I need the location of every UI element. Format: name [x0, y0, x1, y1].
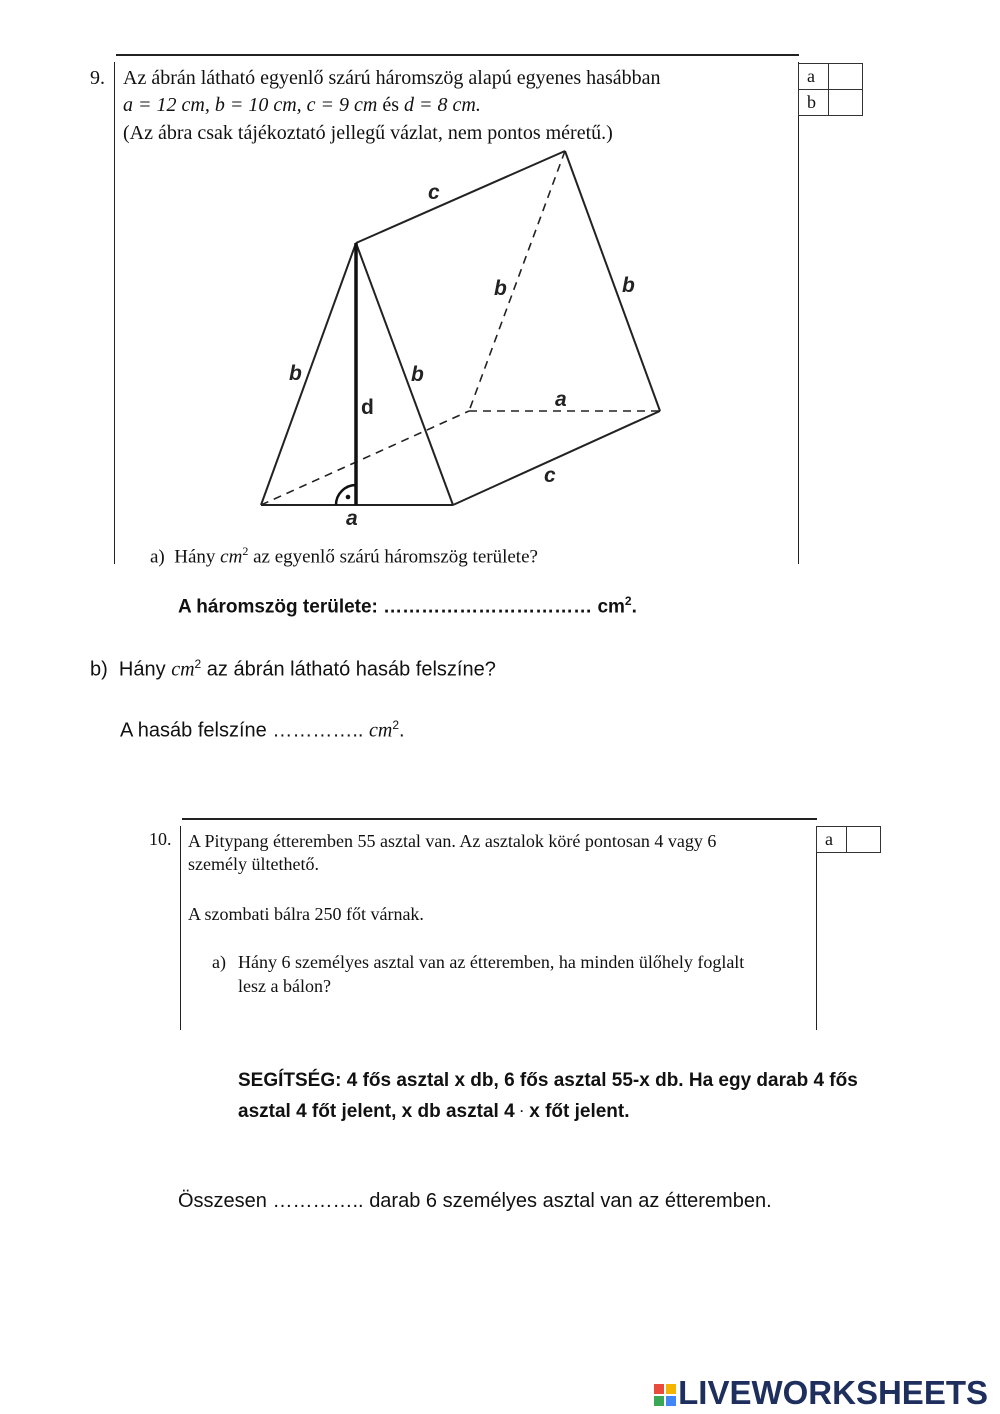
liveworksheets-logo[interactable]: [654, 1374, 988, 1412]
q9-answer-b-label: A hasáb felszíne: [120, 719, 267, 742]
q9-part-b-label: b): [90, 658, 108, 681]
q9-and-word: és: [382, 94, 399, 116]
q9-answer-a-sup: 2: [624, 594, 632, 608]
q9-part-a-label: a): [150, 546, 165, 568]
label-a-dashed: a: [555, 388, 567, 411]
q9-answer-b-unit: cm: [369, 719, 393, 742]
q10-answer: [178, 1190, 772, 1213]
q10-answer-post: darab 6 személyes asztal van az étteremben.: [369, 1190, 772, 1212]
q9-answer-a: [178, 594, 637, 618]
logo-blocks-icon: [654, 1384, 676, 1406]
label-c-top: c: [428, 181, 440, 204]
q10-part-a-label: a): [212, 952, 226, 972]
logo-text: LIVEWORKSHEETS: [678, 1374, 988, 1411]
label-b-left: b: [289, 362, 302, 385]
q10-line2: személy ültethető.: [188, 854, 319, 874]
prism-figure: [240, 140, 680, 540]
q9-part-b-sup: 2: [194, 657, 202, 671]
edge-hidden-back-b: [469, 151, 565, 411]
q9-right-border: [798, 62, 799, 564]
q9-given-values: a = 12 cm, b = 10 cm, c = 9 cm: [123, 94, 378, 116]
label-b-right: b: [622, 274, 635, 297]
q9-score-label-b: b: [799, 90, 829, 116]
right-angle-dot: [346, 495, 351, 500]
q9-answer-b: [120, 718, 405, 743]
q10-line3: A szombati bálra 250 főt várnak.: [188, 904, 424, 924]
q10-hint: [238, 1066, 858, 1127]
q9-part-a-hany: Hány: [174, 546, 216, 568]
q10-score-table: [816, 826, 881, 853]
q10-left-border: [180, 826, 181, 1030]
q9-intro-line1: Az ábrán látható egyenlő szárú háromszög alapú egyenes hasábban: [123, 67, 661, 89]
q9-answer-b-end: .: [399, 719, 405, 742]
q9-part-a-rest: az egyenlő szárú háromszög területe?: [253, 546, 538, 568]
q9-answer-a-unit: cm: [597, 596, 625, 618]
q9-part-a-sup: 2: [242, 544, 249, 558]
q9-intro-line2: [123, 91, 481, 119]
q9-answer-a-end: .: [631, 596, 637, 618]
q9-part-a-question: [150, 538, 538, 570]
q10-number: 10.: [149, 829, 172, 849]
q10-right-border: [816, 826, 817, 1030]
q9-answer-a-blank[interactable]: ……………………………: [383, 596, 593, 618]
edge-front-right-b: [356, 243, 453, 505]
label-b-mid: b: [411, 363, 424, 386]
q10-top-rule: [182, 818, 817, 820]
label-b-dashed: b: [494, 277, 507, 300]
q9-answer-b-blank[interactable]: …………..: [272, 719, 364, 742]
q9-top-rule: [116, 54, 799, 56]
right-angle-mark: [336, 485, 356, 505]
q9-part-b-unit: cm: [171, 658, 195, 681]
q10-hint-line2-post: x főt jelent.: [529, 1101, 630, 1122]
q10-score-box-a[interactable]: [847, 827, 881, 853]
edge-back-right-b: [565, 151, 660, 411]
q9-part-a-unit: cm: [220, 546, 243, 568]
q10-line1: A Pitypang étteremben 55 asztal van. Az asztalok köré pontosan 4 vagy 6: [188, 831, 717, 851]
edge-hidden-left-c: [261, 411, 469, 505]
label-d: d: [361, 396, 374, 419]
q9-left-border: [114, 62, 115, 564]
q10-hint-dot: ·: [519, 1104, 524, 1118]
q10-hint-line2: [238, 1096, 858, 1127]
q9-score-box-a[interactable]: [829, 64, 863, 90]
q10-hint-line2-pre: asztal 4 főt jelent, x db asztal 4: [238, 1101, 515, 1122]
q10-answer-blank[interactable]: …………..: [272, 1190, 364, 1212]
q9-score-table: [798, 63, 863, 116]
label-a-bottom: a: [346, 507, 358, 530]
q10-answer-pre: Összesen: [178, 1190, 267, 1212]
edge-top-c: [356, 151, 565, 243]
label-c-bottom: c: [544, 464, 556, 487]
q9-intro-line3: (Az ábra csak tájékoztató jellegű vázlat, nem pontos méretű.): [123, 122, 613, 144]
q9-score-label-a: a: [799, 64, 829, 90]
q9-number: 9.: [90, 67, 105, 89]
q9-part-b-question: [90, 657, 496, 682]
q9-answer-b-sup: 2: [392, 718, 400, 732]
q9-part-b-rest: az ábrán látható hasáb felszíne?: [206, 658, 496, 681]
q9-answer-a-label: A háromszög területe:: [178, 596, 378, 618]
q9-given-d: d = 8 cm.: [404, 94, 481, 116]
edge-front-left-b: [261, 243, 356, 505]
q10-part-a-line2: lesz a bálon?: [238, 976, 331, 996]
q9-score-box-b[interactable]: [829, 90, 863, 116]
q10-part-a-line1: Hány 6 személyes asztal van az étteremben, ha minden ülőhely foglalt: [238, 952, 745, 972]
q10-hint-line1: SEGÍTSÉG: 4 fős asztal x db, 6 fős asztal 55-x db. Ha egy darab 4 fős: [238, 1070, 858, 1091]
q10-score-label-a: a: [817, 827, 847, 853]
edge-bottom-c: [453, 411, 660, 505]
q9-part-b-hany: Hány: [118, 658, 166, 681]
